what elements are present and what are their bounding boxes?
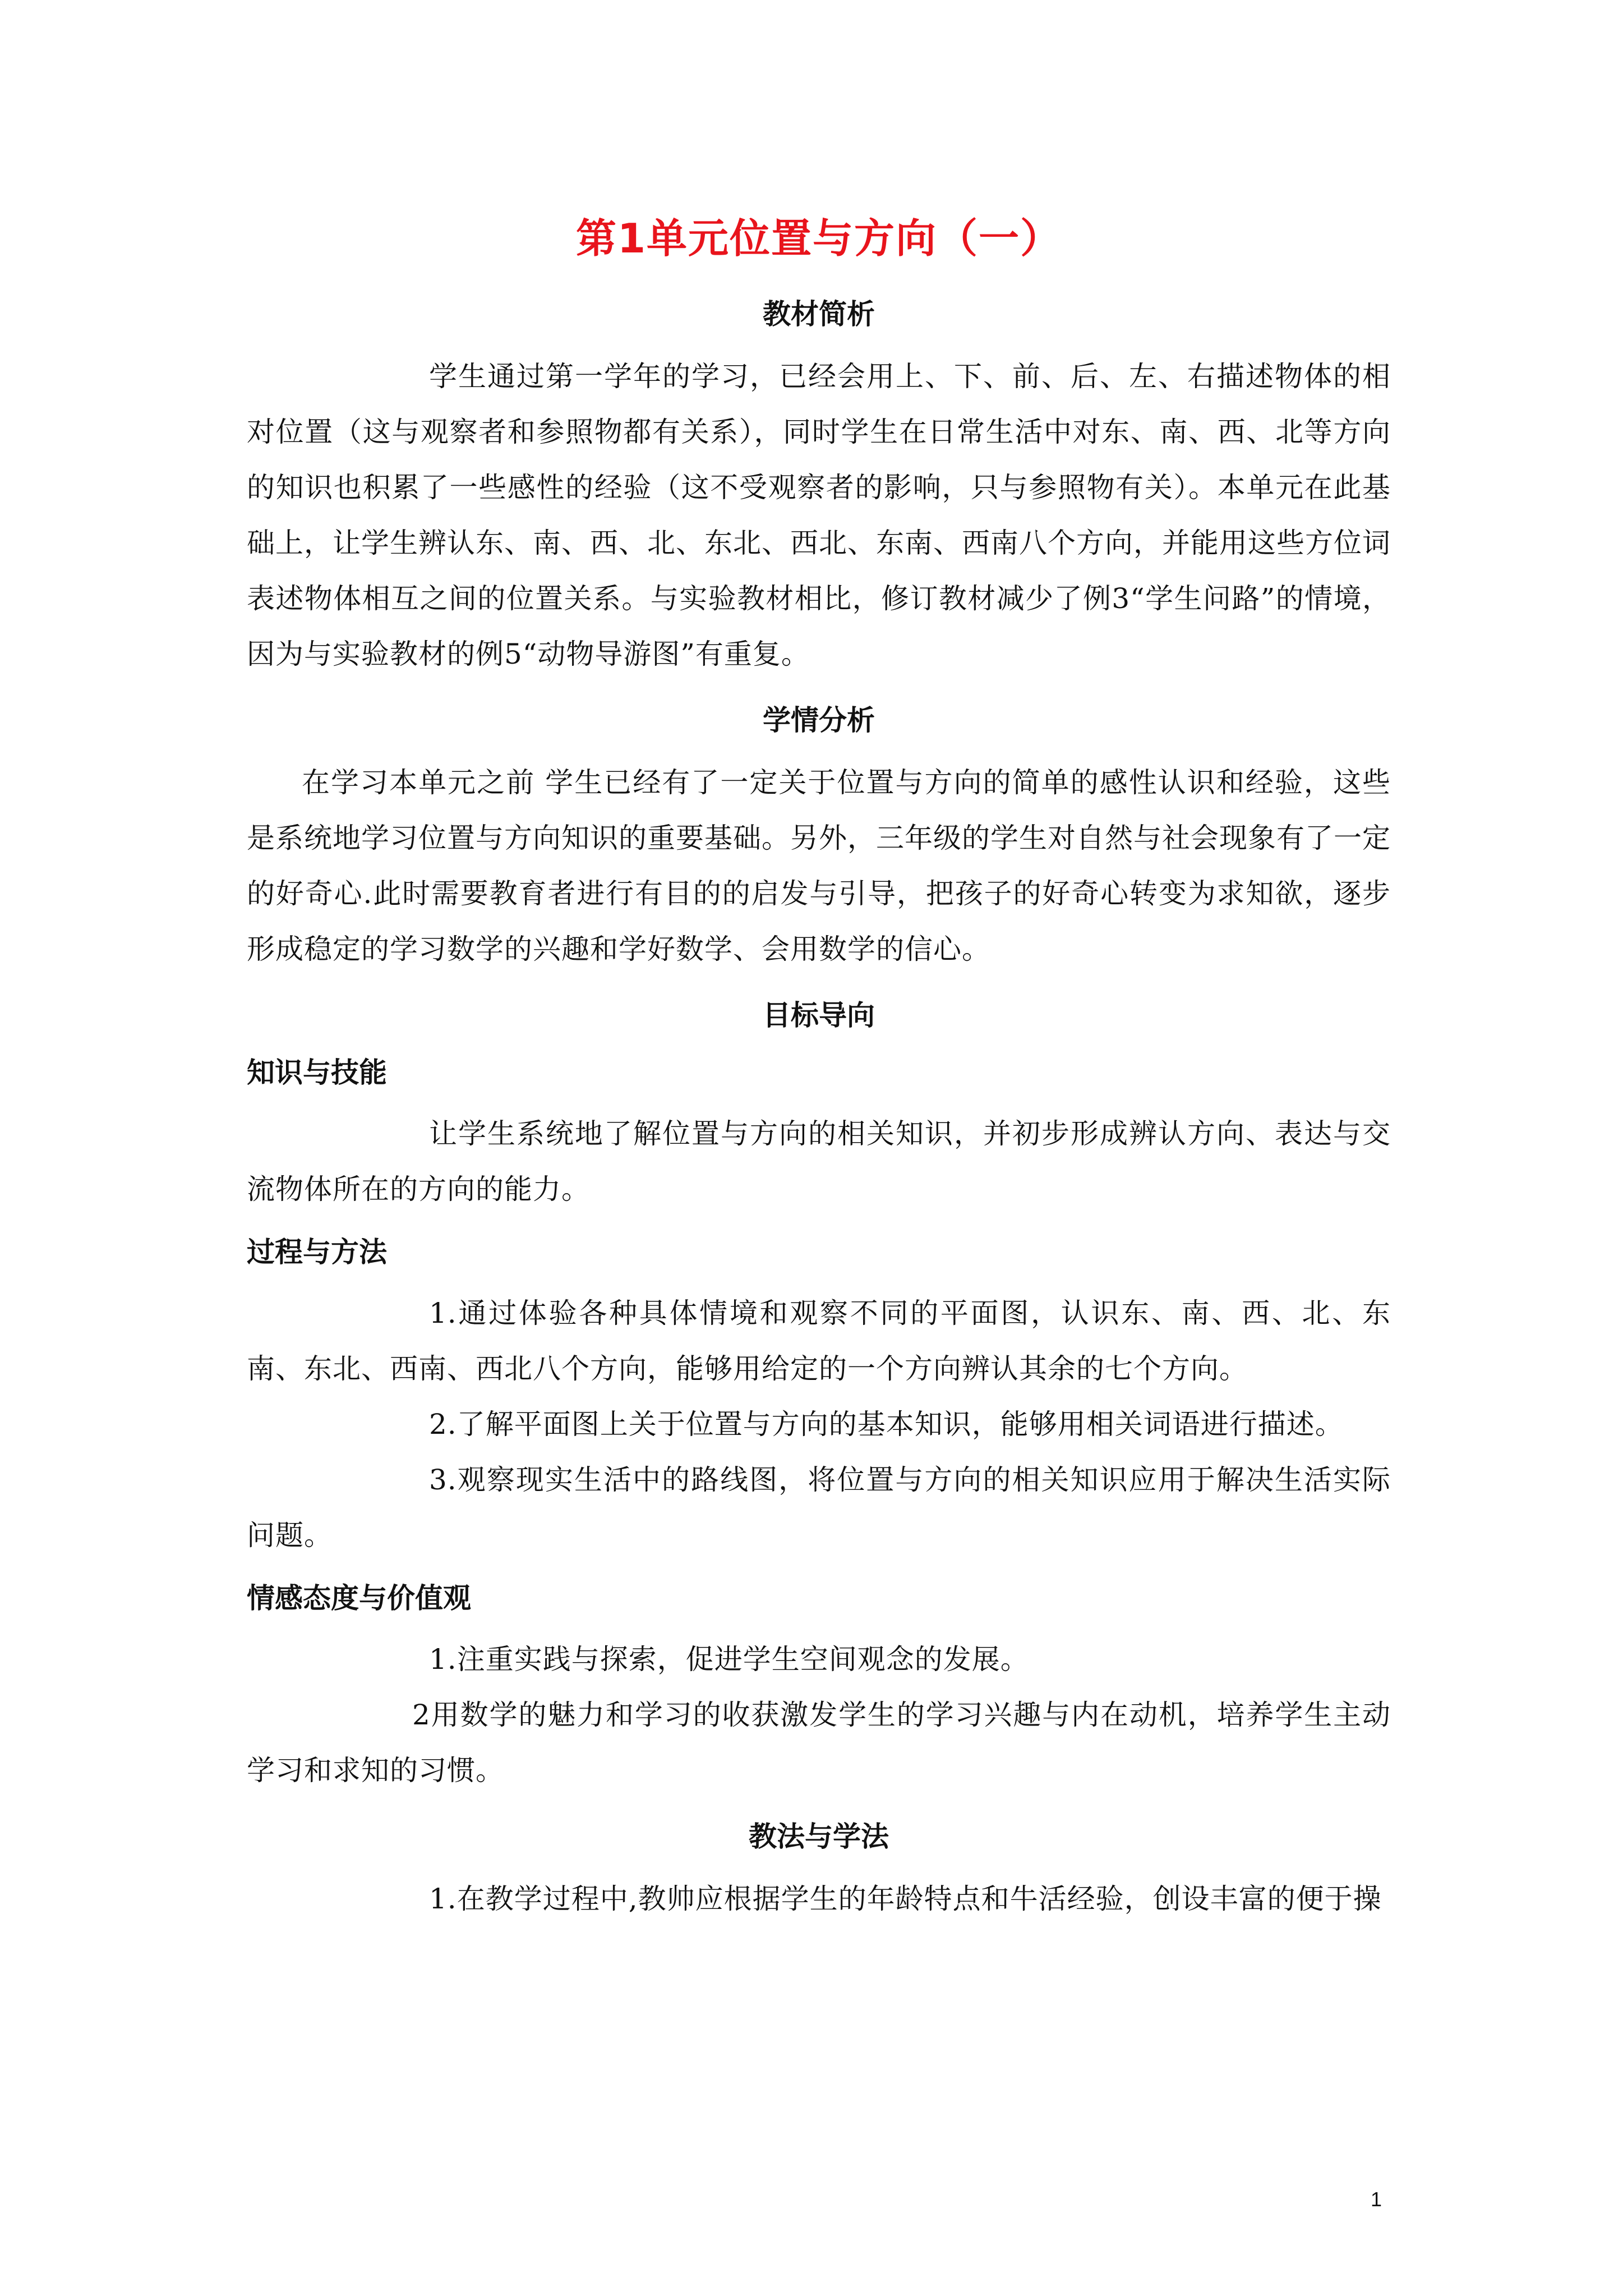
page-number: 1 <box>1370 2188 1382 2211</box>
methods-item-1: 1.在教学过程中,教帅应根据学生的年龄特点和牛活经验，创设丰富的便于操 <box>429 1883 1382 1915</box>
material-analysis-paragraph: 学生通过第一学年的学习，已经会用上、下、前、后、左、右描述物体的相对位置（这与观察者和参照物都有关系），同时学生在日常生活中对东、南、西、北等方向的知识也积累了一些感性的经验（这不受观察者的影响，只与参照物有关）。本单元在此基础上，让学生辨认东、南、西、北、东北、西北、东南、西南八个方向，并能用这些方位词表述物体相互之间的位置关系。与实验教材相比，修订教材减少了例3“学生问路”的情境，因为与实验教材的例5“动物导游图”有重复。 <box>247 360 1391 670</box>
section-heading-methods: 教法与学法 <box>749 1820 889 1853</box>
document-title: 第1单元位置与方向（一） <box>575 215 1062 262</box>
sub-heading-attitude-values: 情感态度与价值观 <box>247 1582 471 1614</box>
attitude-item-2: 2用数学的魅力和学习的收获激发学生的学习兴趣与内在动机，培养学生主动学习和求知的习惯。 <box>247 1699 1391 1787</box>
sub-heading-knowledge-skills: 知识与技能 <box>247 1056 387 1089</box>
attitude-item-1: 1.注重实践与探索，促进学生空间观念的发展。 <box>429 1643 1029 1676</box>
sub-heading-process-methods: 过程与方法 <box>247 1236 387 1268</box>
section-heading-learner-analysis: 学情分析 <box>763 704 875 737</box>
document-body <box>247 208 1391 1927</box>
process-item-3: 3.观察现实生活中的路线图，将位置与方向的相关知识应用于解决生活实际问题。 <box>247 1464 1391 1552</box>
process-item-2: 2.了解平面图上关于位置与方向的基本知识，能够用相关词语进行描述。 <box>429 1408 1344 1441</box>
knowledge-skills-paragraph: 让学生系统地了解位置与方向的相关知识，并初步形成辨认方向、表达与交流物体所在的方向的能力。 <box>247 1117 1391 1205</box>
section-heading-material-analysis: 教材简析 <box>763 298 875 330</box>
learner-analysis-paragraph: 在学习本单元之前 学生已经有了一定关于位置与方向的简单的感性认识和经验，这些是系统地学习位置与方向知识的重要基础。另外，三年级的学生对自然与社会现象有了一定的好奇心.此时需要教育者进行有目的的启发与引导，把孩子的好奇心转变为求知欲，逐步形成稳定的学习数学的兴趣和学好数学、会用数学的信心。 <box>247 766 1391 965</box>
process-item-1: 1.通过体验各种具体情境和观察不同的平面图，认识东、南、西、北、东南、东北、西南、西北八个方向，能够用给定的一个方向辨认其余的七个方向。 <box>247 1297 1391 1385</box>
section-heading-objectives: 目标导向 <box>763 999 875 1032</box>
